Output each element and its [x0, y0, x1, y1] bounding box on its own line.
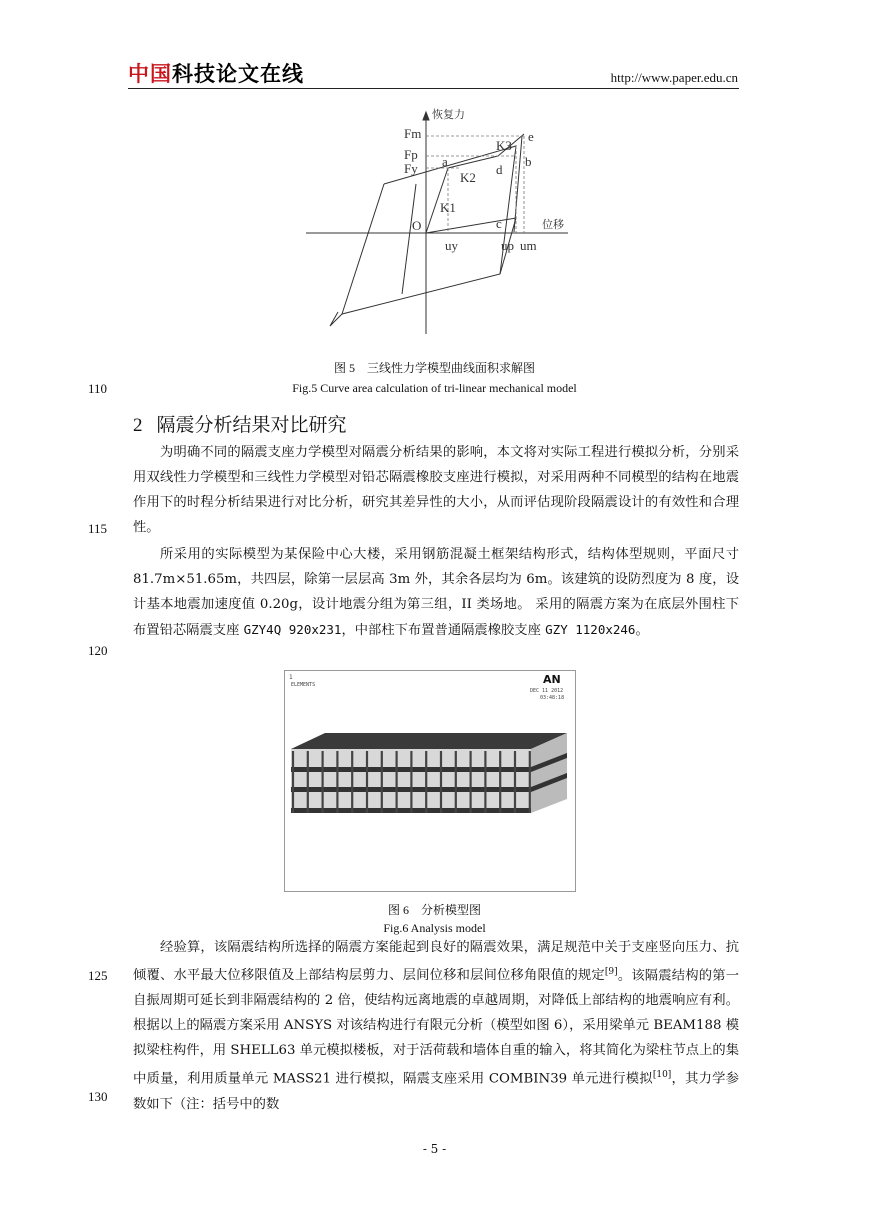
y-axis-arrow [423, 112, 429, 120]
header-divider [128, 88, 739, 89]
label-Fp: Fp [404, 147, 418, 162]
paragraph-2-text-c: 。 [635, 623, 649, 638]
label-x-axis: 位移 [542, 218, 564, 231]
section-number: 2 [133, 415, 143, 436]
paragraph-1-text: 为明确不同的隔震支座力学模型对隔震分析结果的影响，本文将对实际工程进行模拟分析，分别采用双线性力学模型和三线性力学模型对铅芯隔震橡胶支座进行模拟，对采用两种不同模型的结构在地震作用下的时程分析结果进行对比分析，研究其差异性的大小，从而评估现阶段隔震设计的有效性和合理性。 [133, 445, 739, 535]
line-number-120: 120 [88, 643, 108, 658]
label-a: a [442, 154, 448, 169]
roof-slab [291, 733, 567, 749]
figure-6-model-image [284, 670, 576, 892]
figure-6-caption-en: Fig.6 Analysis model [383, 921, 486, 935]
line-number-110: 110 [88, 381, 108, 396]
figure-5-caption-en: Fig.5 Curve area calculation of tri-linear mechanical model [292, 381, 577, 395]
paragraph-2-text-b: ，中部柱下布置普通隔震橡胶支座 [341, 623, 546, 638]
isolator-code-a: GZY4Q 920x231 [243, 622, 342, 637]
paragraph-2-text-a: 所采用的实际模型为某保险中心大楼，采用钢筋混凝土框架结构形式，结构体型规则，平面尺寸 81.7m×51.65m，共四层，除第一层层高 3m 外，其余各层均为 6m。该建筑的设防烈度为 8 度，设计基本地震加速度值 0.20g，设计地震分组为第三组，II 类场地。 采用的隔震方案为在底层外围柱下布置铅芯隔震支座 [133, 547, 739, 638]
label-b: b [525, 154, 532, 169]
figure-5-caption-cn: 图 5 三线性力学模型曲线面积求解图 [333, 361, 535, 375]
label-O: O [412, 218, 422, 233]
figure-5-diagram [300, 104, 580, 354]
paragraph-3-text-c: ，其力学参数如下（注：括号中的数 [133, 1071, 740, 1112]
paragraph-2 [133, 542, 739, 643]
k2-line [448, 156, 498, 168]
label-d: d [496, 162, 503, 177]
paragraph-1 [133, 440, 739, 540]
fig6-time: 03:48:18 [540, 695, 565, 701]
label-K3: K3 [496, 138, 512, 153]
journal-logo [128, 58, 304, 88]
figure-6-svg [285, 671, 575, 891]
label-K1: K1 [440, 200, 456, 215]
label-y-axis: 恢复力 [432, 108, 465, 121]
label-uy: uy [445, 238, 458, 253]
fig6-elements-label: ELEMENTS [291, 682, 316, 688]
fig6-date: DEC 11 2012 [530, 688, 564, 694]
line-number-125: 125 [88, 968, 108, 983]
section-title: 隔震分析结果对比研究 [156, 414, 347, 436]
inner-vertical [402, 184, 416, 294]
outer-loop [342, 146, 516, 314]
building-model [291, 733, 567, 813]
section-heading [133, 410, 347, 437]
fig6-logo: AN [543, 673, 561, 686]
label-K2: K2 [460, 170, 476, 185]
paragraph-3-text-b: 。该隔震结构的第一自振周期可延长到非隔震结构的 2 倍，使结构远离地震的卓越周期，对降低上部结构的地震响应有利。根据以上的隔震方案采用 ANSYS 对该结构进行有限元分析（模型如图 6），采用梁单元 BEAM188 模拟梁柱构件，用 SHELL63 单元模拟楼板，对于活荷载和墙体自重的输入，将其简化为梁柱节点上的集中质量，利用质量单元 MASS21 进行模拟，隔震支座采用 COMBIN39 单元进行模拟 [133, 968, 740, 1087]
logo-red-text: 中国 [128, 62, 172, 86]
label-Fy: Fy [404, 161, 418, 176]
label-Fm: Fm [404, 126, 422, 141]
paragraph-3-text-a: 经验算，该隔震结构所选择的隔震方案能起到良好的隔震效果，满足规范中关于支座竖向压力、抗倾覆、水平最大位移限值及上部结构层剪力、层间位移和层间位移角限值的规定 [133, 940, 739, 984]
page-number: - 5 - [422, 1142, 447, 1156]
logo-black-text: 科技论文在线 [172, 62, 304, 86]
label-up: up [501, 238, 514, 253]
label-um: um [520, 238, 537, 253]
loop-tail [330, 312, 342, 326]
paragraph-3 [133, 935, 739, 1117]
line-number-130: 130 [88, 1089, 108, 1104]
figure-6-caption-cn: 图 6 分析模型图 [387, 903, 481, 917]
isolator-code-b: GZY 1120x246 [545, 622, 636, 637]
label-c: c [496, 216, 502, 231]
reference-9[interactable]: [9] [604, 967, 618, 977]
label-e: e [528, 129, 534, 144]
reference-10[interactable]: [10] [652, 1070, 672, 1081]
line-number-115: 115 [88, 521, 108, 536]
header-url[interactable]: http://www.paper.edu.cn [610, 70, 738, 85]
fig6-corner-label: 1 [289, 674, 293, 681]
